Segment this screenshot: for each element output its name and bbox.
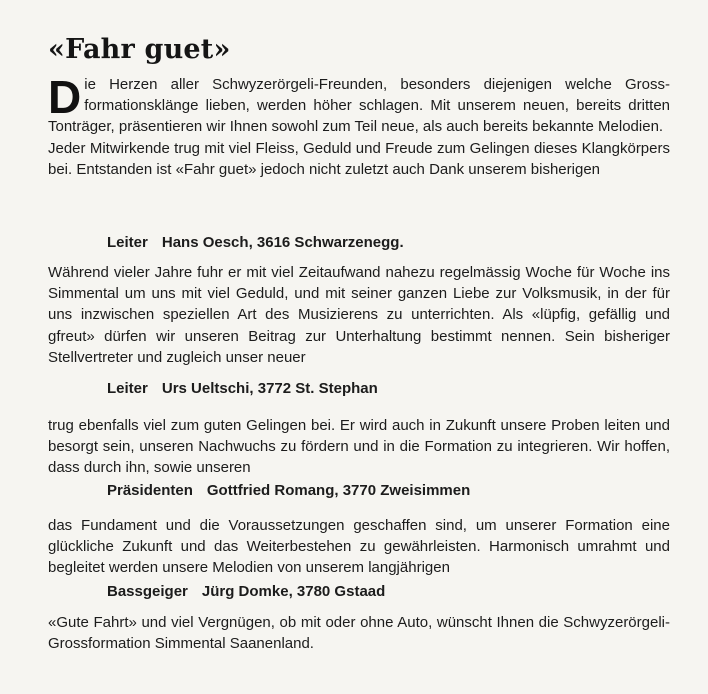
body-paragraph: Während vieler Jahre fuhr er mit viel Zeitaufwand nahezu regelmässig Woche für Woche ins Simmental um uns mit viel Geduld, und mit seiner ganzen Liebe zur Volksmusik, in der für uns inzwischen speziellen Art des Musizierens zu unterrichten. Als «lüpfig, gefällig und gfreut» dürfen wir unseren Beitrag zur Unterhaltung bestimmt nennen. Sein bisheriger Stellvertreter und zugleich unser neuer — [48, 264, 670, 366]
intro-text: ie Herzen aller Schwyzerörgeli-Freunden, besonders diejenigen welche Grossformationsklänge lieben, werden höher schlagen. Mit unserem neuen, bereits dritten Tonträger, präsentieren wir Ihnen sowohl zum Teil neue, als auch bereits bekannte Melodien. — [48, 76, 670, 136]
intro-paragraph — [48, 71, 670, 180]
member-role: Leiter — [107, 234, 148, 251]
member-role: Leiter — [107, 380, 148, 397]
body-paragraph: trug ebenfalls viel zum guten Gelingen bei. Er wird auch in Zukunft unsere Proben leiten und besorgt sein, unseren Nachwuchs zu fördern und in die Formation zu integrieren. Wir hoffen, dass durch ihn, sowie unseren — [48, 417, 670, 477]
page-title: «Fahr guet» — [48, 34, 231, 65]
closing-paragraph: «Gute Fahrt» und viel Vergnügen, ob mit oder ohne Auto, wünscht Ihnen die Schwyzerörgeli-Grossformation Simmental Saanenland. — [48, 614, 670, 653]
member-line — [107, 481, 470, 501]
member-role: Bassgeiger — [107, 583, 188, 600]
intro-text-2: Jeder Mitwirkende trug mit viel Fleiss, Geduld und Freude zum Gelingen dieses Klangkörpers bei. Entstanden ist «Fahr guet» jedoch nicht zuletzt auch Dank unserem bisherigen — [48, 139, 670, 178]
member-name: Gottfried Romang, 3770 Zweisimmen — [206, 482, 471, 499]
member-name: Jürg Domke, 3780 Gstaad — [201, 583, 386, 600]
member-role: Präsidenten — [107, 482, 193, 499]
member-line — [107, 233, 404, 253]
member-line — [107, 379, 378, 399]
member-line — [107, 582, 385, 602]
member-name: Hans Oesch, 3616 Schwarzenegg. — [161, 234, 404, 251]
drop-cap: D — [48, 71, 82, 123]
member-name: Urs Ueltschi, 3772 St. Stephan — [161, 380, 378, 397]
body-paragraph: das Fundament und die Voraussetzungen geschaffen sind, um unserer Formation eine glückliche Zukunft und das Weiterbestehen zu gewährleisten. Harmonisch umrahmt und begleitet werden unsere Melodien von unserem langjährigen — [48, 517, 670, 577]
